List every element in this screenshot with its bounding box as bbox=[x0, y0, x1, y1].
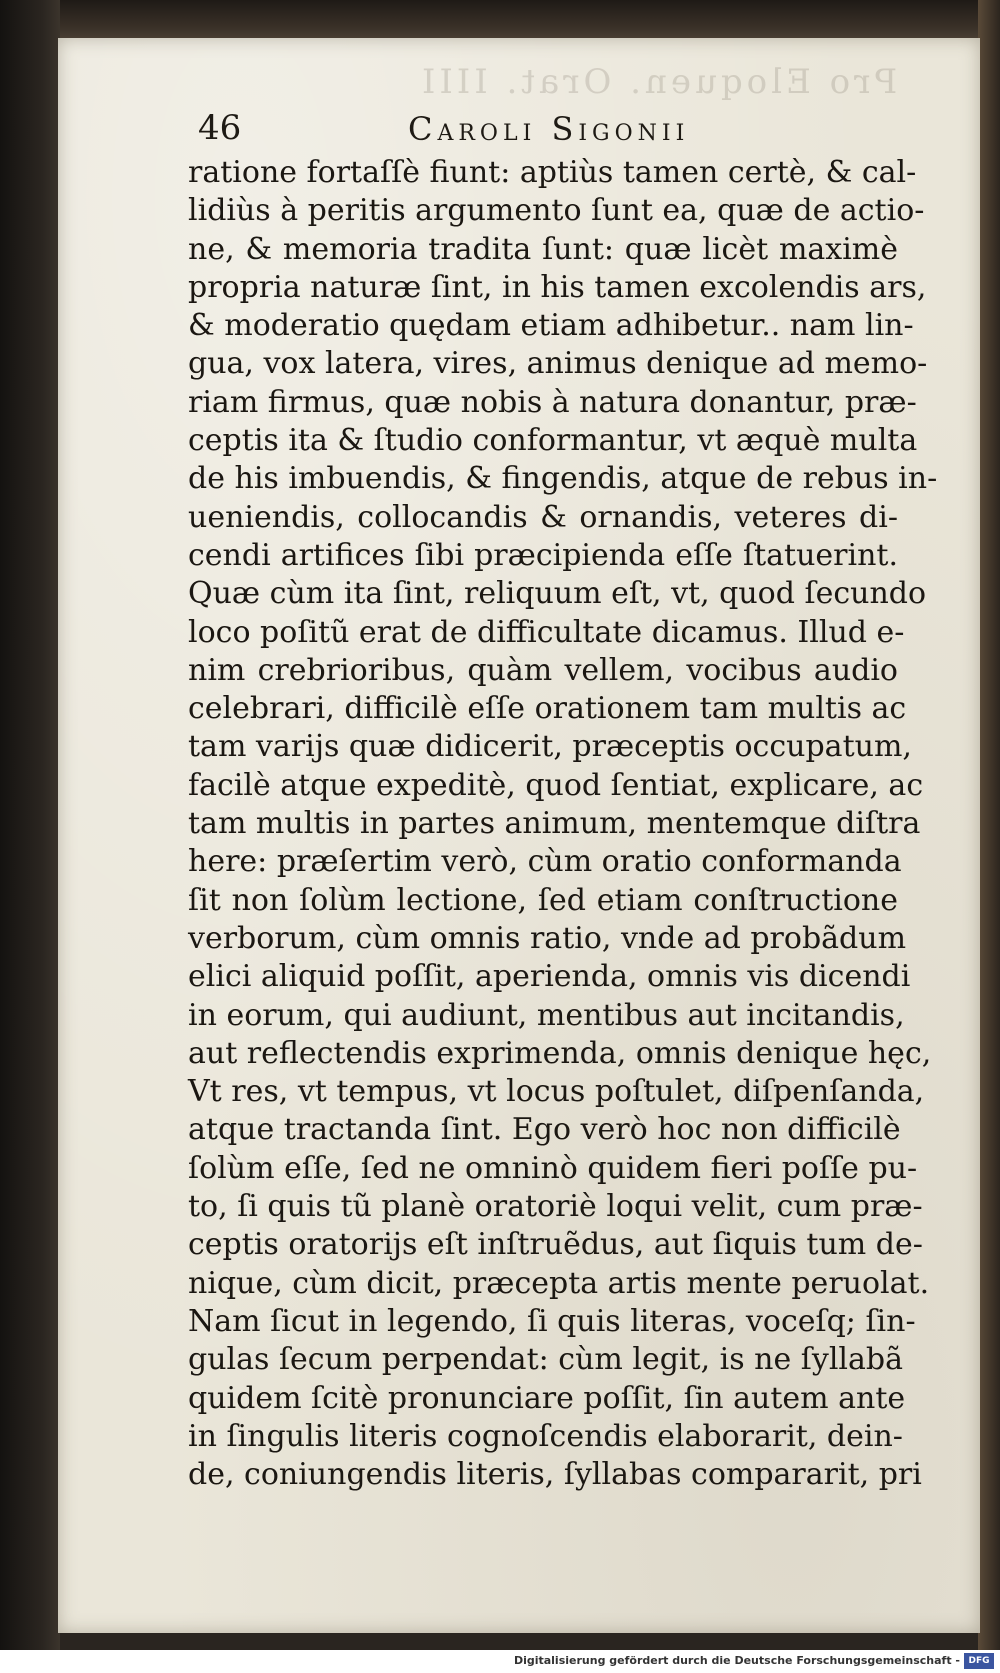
text-line: ſolùm eſſe, ſed ne omninò quidem fieri poſſe pu- bbox=[188, 1150, 918, 1186]
text-line: aut reflectendis exprimenda, omnis denique hęc, bbox=[188, 1035, 932, 1071]
text-line: facilè atque expeditè, quod ſentiat, explicare, ac bbox=[188, 767, 924, 803]
text-line: propria naturæ ſint, in his tamen excolendis ars, bbox=[188, 269, 927, 305]
footer-strip bbox=[0, 1650, 1000, 1673]
text-line: elici aliquid poſſit, aperienda, omnis vis dicendi bbox=[188, 959, 911, 995]
scan-left-edge bbox=[0, 0, 60, 1650]
text-line: here: præſertim verò, cùm oratio conformanda bbox=[188, 844, 902, 880]
bleed-through-text: Pro Eloquen. Orat. IIII bbox=[418, 62, 898, 102]
text-line: ſit non ſolùm lectione, ſed etiam conſtructione bbox=[188, 882, 898, 918]
text-line: atque tractanda ſint. Ego verò hoc non difficilè bbox=[188, 1112, 901, 1148]
text-line: nim crebrioribus, quàm vellem, vocibus audio bbox=[188, 652, 898, 688]
text-line: riam firmus, quæ nobis à natura donantur, præ- bbox=[188, 384, 917, 420]
text-line: quidem ſcitè pronunciare poſſit, ſin autem ante bbox=[188, 1380, 906, 1416]
text-line: to, ſi quis tũ planè oratoriè loqui velit, cum præ- bbox=[188, 1189, 923, 1225]
text-line: tam multis in partes animum, mentemque diſtra bbox=[188, 806, 921, 842]
text-line: tam varijs quæ didicerit, præceptis occupatum, bbox=[188, 729, 912, 765]
body-text bbox=[188, 154, 938, 1494]
text-line: gua, vox latera, vires, animus denique ad memo- bbox=[188, 346, 928, 382]
text-line: verborum, cùm omnis ratio, vnde ad probãdum bbox=[188, 920, 907, 956]
text-line: ceptis ita & ſtudio conformantur, vt æquè multa bbox=[188, 423, 918, 459]
text-line: de his imbuendis, & fingendis, atque de rebus in- bbox=[188, 461, 938, 497]
dfg-logo: DFG bbox=[964, 1653, 994, 1669]
text-line: ne, & memoria tradita ſunt: quæ licèt maximè bbox=[188, 231, 898, 267]
text-line: ueniendis, collocandis & ornandis, veteres di- bbox=[188, 499, 898, 535]
text-line: de, coniungendis literis, ſyllabas compararit, pri bbox=[188, 1457, 922, 1493]
text-line: Quæ cùm ita ſint, reliquum eſt, vt, quod ſecundo bbox=[188, 576, 927, 612]
text-line: celebrari, difficilè eſſe orationem tam multis ac bbox=[188, 691, 907, 727]
text-line: ratione fortaſſè fiunt: aptiùs tamen certè, & cal- bbox=[188, 155, 917, 190]
book-page bbox=[58, 38, 980, 1633]
text-line: lidiùs à peritis argumento ſunt ea, quæ de actio- bbox=[188, 193, 925, 229]
funding-note: Digitalisierung gefördert durch die Deutsche Forschungsgemeinschaft - bbox=[513, 1654, 960, 1667]
text-line: Nam ſicut in legendo, ſi quis literas, voceſq; ſin- bbox=[188, 1303, 916, 1339]
running-title: Caroli Sigonii bbox=[408, 110, 690, 148]
scan-top-edge bbox=[0, 0, 1000, 40]
text-line: cendi artifices ſibi præcipienda eſſe ſtatuerint. bbox=[188, 537, 898, 573]
page-header bbox=[198, 108, 858, 158]
text-line: in ſingulis literis cognoſcendis elaborarit, dein- bbox=[188, 1418, 903, 1454]
text-line: in eorum, qui audiunt, mentibus aut incitandis, bbox=[188, 997, 905, 1033]
text-line: nique, cùm dicit, præcepta artis mente peruolat. bbox=[188, 1265, 930, 1301]
text-line: loco poſitũ erat de difficultate dicamus. Illud e- bbox=[188, 614, 905, 650]
text-line: ceptis oratorijs eſt inſtruẽdus, aut ſiquis tum de- bbox=[188, 1227, 923, 1263]
text-line: & moderatio quędam etiam adhibetur.. nam lin- bbox=[188, 308, 914, 344]
text-line: Vt res, vt tempus, vt locus poſtulet, diſpenſanda, bbox=[188, 1074, 925, 1110]
scan-right-edge bbox=[978, 0, 1000, 1650]
page-number: 46 bbox=[198, 108, 242, 148]
text-line: gulas ſecum perpendat: cùm legit, is ne ſyllabã bbox=[188, 1342, 904, 1378]
